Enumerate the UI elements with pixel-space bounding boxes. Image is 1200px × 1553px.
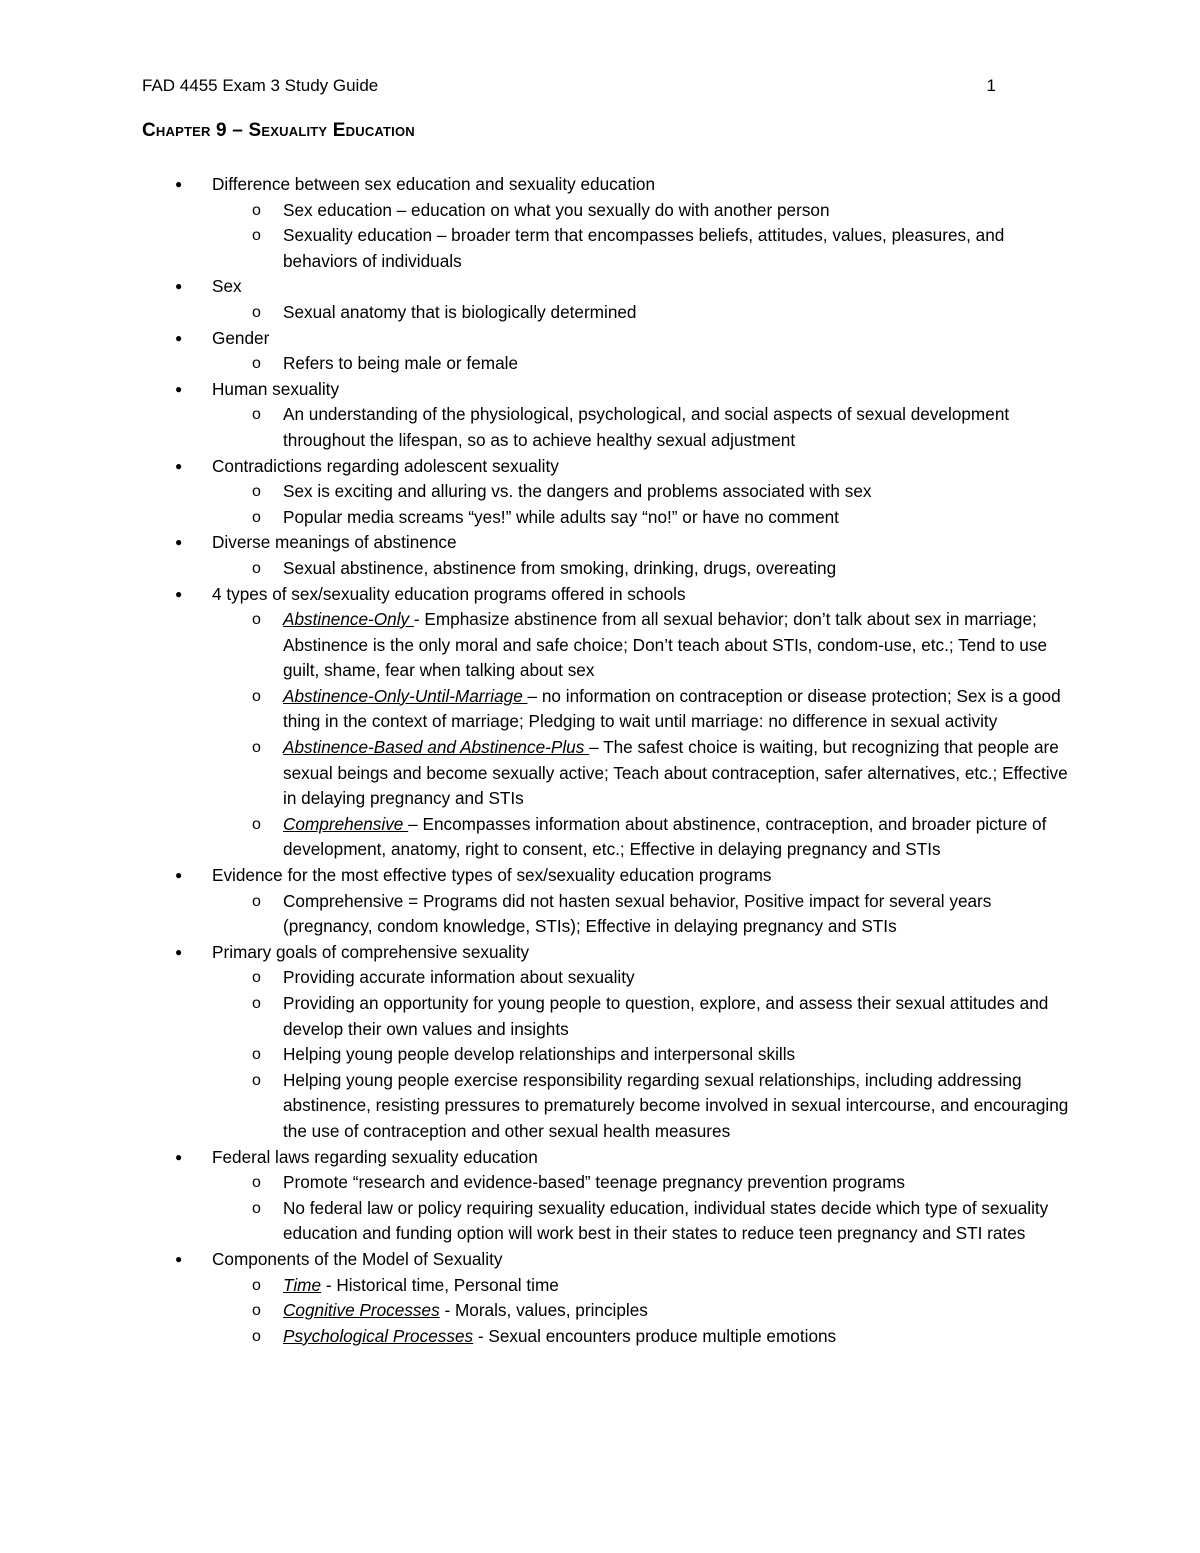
page-number: 1 <box>986 76 996 95</box>
sub-item <box>212 505 1072 531</box>
sub-item <box>212 889 1072 940</box>
circle-bullet-icon: o <box>252 201 261 219</box>
sub-item-text: Sex is exciting and alluring vs. the dangers and problems associated with sex <box>283 481 872 502</box>
sub-list <box>212 300 1072 326</box>
bullet-icon: ● <box>175 458 183 473</box>
sub-list <box>212 965 1072 1144</box>
sub-item-text: Helping young people exercise responsibility regarding sexual relationships, including addressing abstinence, resisting pressures to prematurely become involved in sexual intercourse, and encouraging the use of contraception and other sexual health measures <box>283 1069 1069 1141</box>
circle-bullet-icon: o <box>252 559 261 577</box>
outline-item-text: Diverse meanings of abstinence <box>212 532 457 553</box>
outline-item <box>142 1247 1072 1349</box>
outline-content <box>142 172 1072 1349</box>
sub-item-term: Abstinence-Only-Until-Marriage <box>283 685 528 706</box>
sub-list <box>212 402 1072 453</box>
bullet-icon: ● <box>175 944 183 959</box>
sub-item <box>212 1324 1072 1350</box>
sub-item-text: No federal law or policy requiring sexuality education, individual states decide which type of sexuality education and funding option will work best in their states to reduce teen pregnancy and STI rates <box>283 1197 1049 1244</box>
sub-item-text: - Emphasize abstinence from all sexual behavior; don’t talk about sex in marriage; Abstinence is the only moral and safe choice; Don’t teach about STIs, condom-use, etc.; Tend to use guilt, shame, fear when talking about sex <box>283 609 1048 681</box>
sub-item-text: Sexuality education – broader term that encompasses beliefs, attitudes, values, pleasures, and behaviors of individuals <box>283 225 1005 271</box>
circle-bullet-icon: o <box>252 483 261 501</box>
sub-item-text: Sex education – education on what you sexually do with another person <box>283 199 830 220</box>
circle-bullet-icon: o <box>252 892 261 910</box>
sub-item <box>212 198 1072 224</box>
sub-item-text: Refers to being male or female <box>283 353 519 374</box>
sub-item-text: Popular media screams “yes!” while adults say “no!” or have no comment <box>283 506 839 527</box>
bullet-icon: ● <box>175 1251 183 1266</box>
sub-item-text: Providing an opportunity for young people to question, explore, and assess their sexual attitudes and develop their own values and insights <box>283 993 1049 1039</box>
outline-item-text: Components of the Model of Sexuality <box>212 1248 503 1269</box>
circle-bullet-icon: o <box>252 508 261 526</box>
bullet-icon: ● <box>175 535 183 550</box>
sub-item <box>212 1196 1072 1247</box>
bullet-icon: ● <box>175 1149 183 1164</box>
sub-list <box>212 479 1072 530</box>
sub-item-text: Providing accurate information about sexuality <box>283 967 635 988</box>
sub-item-text: Sexual abstinence, abstinence from smoking, drinking, drugs, overeating <box>283 557 837 578</box>
outline-item-text: Contradictions regarding adolescent sexuality <box>212 455 559 476</box>
outline-item <box>142 326 1072 377</box>
circle-bullet-icon: o <box>252 739 261 757</box>
sub-item <box>212 607 1072 684</box>
bullet-icon: ● <box>175 381 183 396</box>
sub-list <box>212 198 1072 275</box>
outline-item-text: Gender <box>212 327 270 348</box>
circle-bullet-icon: o <box>252 1199 261 1217</box>
sub-item-text: An understanding of the physiological, psychological, and social aspects of sexual development throughout the lifespan, so as to achieve healthy sexual adjustment <box>283 404 1010 450</box>
bullet-icon: ● <box>175 330 183 345</box>
sub-item <box>212 1298 1072 1324</box>
sub-item-text: Comprehensive = Programs did not hasten sexual behavior, Positive impact for several years (pregnancy, condom knowledge, STIs); Effective in delaying pregnancy and STIs <box>283 890 992 937</box>
outline-item <box>142 863 1072 940</box>
sub-item-term: Psychological Processes <box>283 1325 474 1346</box>
sub-item <box>212 991 1072 1042</box>
circle-bullet-icon: o <box>252 406 261 424</box>
outline-list <box>142 172 1072 1349</box>
bullet-icon: ● <box>175 868 183 883</box>
bullet-icon: ● <box>175 177 183 191</box>
sub-item <box>212 1042 1072 1068</box>
sub-item <box>212 351 1072 377</box>
circle-bullet-icon: o <box>252 1327 261 1345</box>
circle-bullet-icon: o <box>252 969 261 987</box>
sub-item-term: Abstinence-Based and Abstinence-Plus <box>283 737 590 758</box>
outline-item-text: Sex <box>212 276 242 297</box>
circle-bullet-icon: o <box>252 611 261 629</box>
sub-item <box>212 223 1072 274</box>
sub-list <box>212 889 1072 940</box>
sub-item-term: Time <box>283 1274 322 1295</box>
outline-item-text: Difference between sex education and sexuality education <box>212 174 656 194</box>
outline-item-text: Federal laws regarding sexuality education <box>212 1146 538 1167</box>
sub-item-text: – Encompasses information about abstinence, contraception, and broader picture of development, anatomy, right to consent, etc.; Effective in delaying pregnancy and STIs <box>283 813 1047 860</box>
sub-item <box>212 1068 1072 1145</box>
circle-bullet-icon: o <box>252 1276 261 1294</box>
outline-item <box>142 530 1072 581</box>
circle-bullet-icon: o <box>252 1046 261 1064</box>
sub-item-text: - Historical time, Personal time <box>321 1274 559 1295</box>
circle-bullet-icon: o <box>252 303 261 321</box>
sub-item <box>212 1170 1072 1196</box>
sub-list <box>212 607 1072 863</box>
chapter-title: Chapter 9 – Sexuality Education <box>142 120 415 141</box>
outline-item <box>142 454 1072 531</box>
circle-bullet-icon: o <box>252 1174 261 1192</box>
header-title: FAD 4455 Exam 3 Study Guide <box>142 76 379 95</box>
bullet-icon: ● <box>175 586 183 601</box>
sub-item <box>212 556 1072 582</box>
sub-list <box>212 351 1072 377</box>
sub-list <box>212 556 1072 582</box>
sub-item <box>212 812 1072 863</box>
sub-item-text: - Morals, values, principles <box>439 1300 648 1321</box>
circle-bullet-icon: o <box>252 1071 261 1089</box>
circle-bullet-icon: o <box>252 227 261 245</box>
outline-item-text: Human sexuality <box>212 378 340 399</box>
sub-item-text: - Sexual encounters produce multiple emotions <box>473 1325 837 1346</box>
sub-item-text: Helping young people develop relationships and interpersonal skills <box>283 1044 796 1065</box>
circle-bullet-icon: o <box>252 815 261 833</box>
bullet-icon: ● <box>175 279 183 294</box>
sub-list <box>212 1170 1072 1247</box>
sub-item <box>212 479 1072 505</box>
outline-item <box>142 274 1072 325</box>
outline-item <box>142 377 1072 454</box>
circle-bullet-icon: o <box>252 995 261 1012</box>
sub-item-text: Sexual anatomy that is biologically determined <box>283 301 637 322</box>
sub-list <box>212 1273 1072 1350</box>
sub-item <box>212 300 1072 326</box>
outline-item-text: Evidence for the most effective types of sex/sexuality education programs <box>212 865 772 886</box>
outline-item <box>142 940 1072 1145</box>
outline-item <box>142 582 1072 864</box>
sub-item-term: Cognitive Processes <box>283 1300 440 1321</box>
outline-item <box>142 172 1072 274</box>
sub-item-term: Abstinence-Only <box>283 609 414 630</box>
sub-item <box>212 402 1072 453</box>
page-header <box>142 74 1000 98</box>
sub-item-text: – The safest choice is waiting, but recognizing that people are sexual beings and become sexually active; Teach about contraception, safer alternatives, etc.; Effective in delaying pregnancy and STIs <box>283 737 1068 809</box>
circle-bullet-icon: o <box>252 687 261 705</box>
sub-item-text: Promote “research and evidence-based” teenage pregnancy prevention programs <box>283 1172 905 1193</box>
sub-item-term: Comprehensive <box>283 813 409 834</box>
sub-item-text: – no information on contraception or disease protection; Sex is a good thing in the context of marriage; Pledging to wait until marriage: no difference in sexual activity <box>283 685 1061 732</box>
sub-item <box>212 735 1072 812</box>
sub-item <box>212 1273 1072 1299</box>
outline-item <box>142 1145 1072 1247</box>
outline-item-text: Primary goals of comprehensive sexuality <box>212 941 530 962</box>
sub-item <box>212 965 1072 991</box>
circle-bullet-icon: o <box>252 355 261 373</box>
circle-bullet-icon: o <box>252 1302 261 1320</box>
sub-item <box>212 684 1072 735</box>
outline-item-text: 4 types of sex/sexuality education programs offered in schools <box>212 583 686 604</box>
